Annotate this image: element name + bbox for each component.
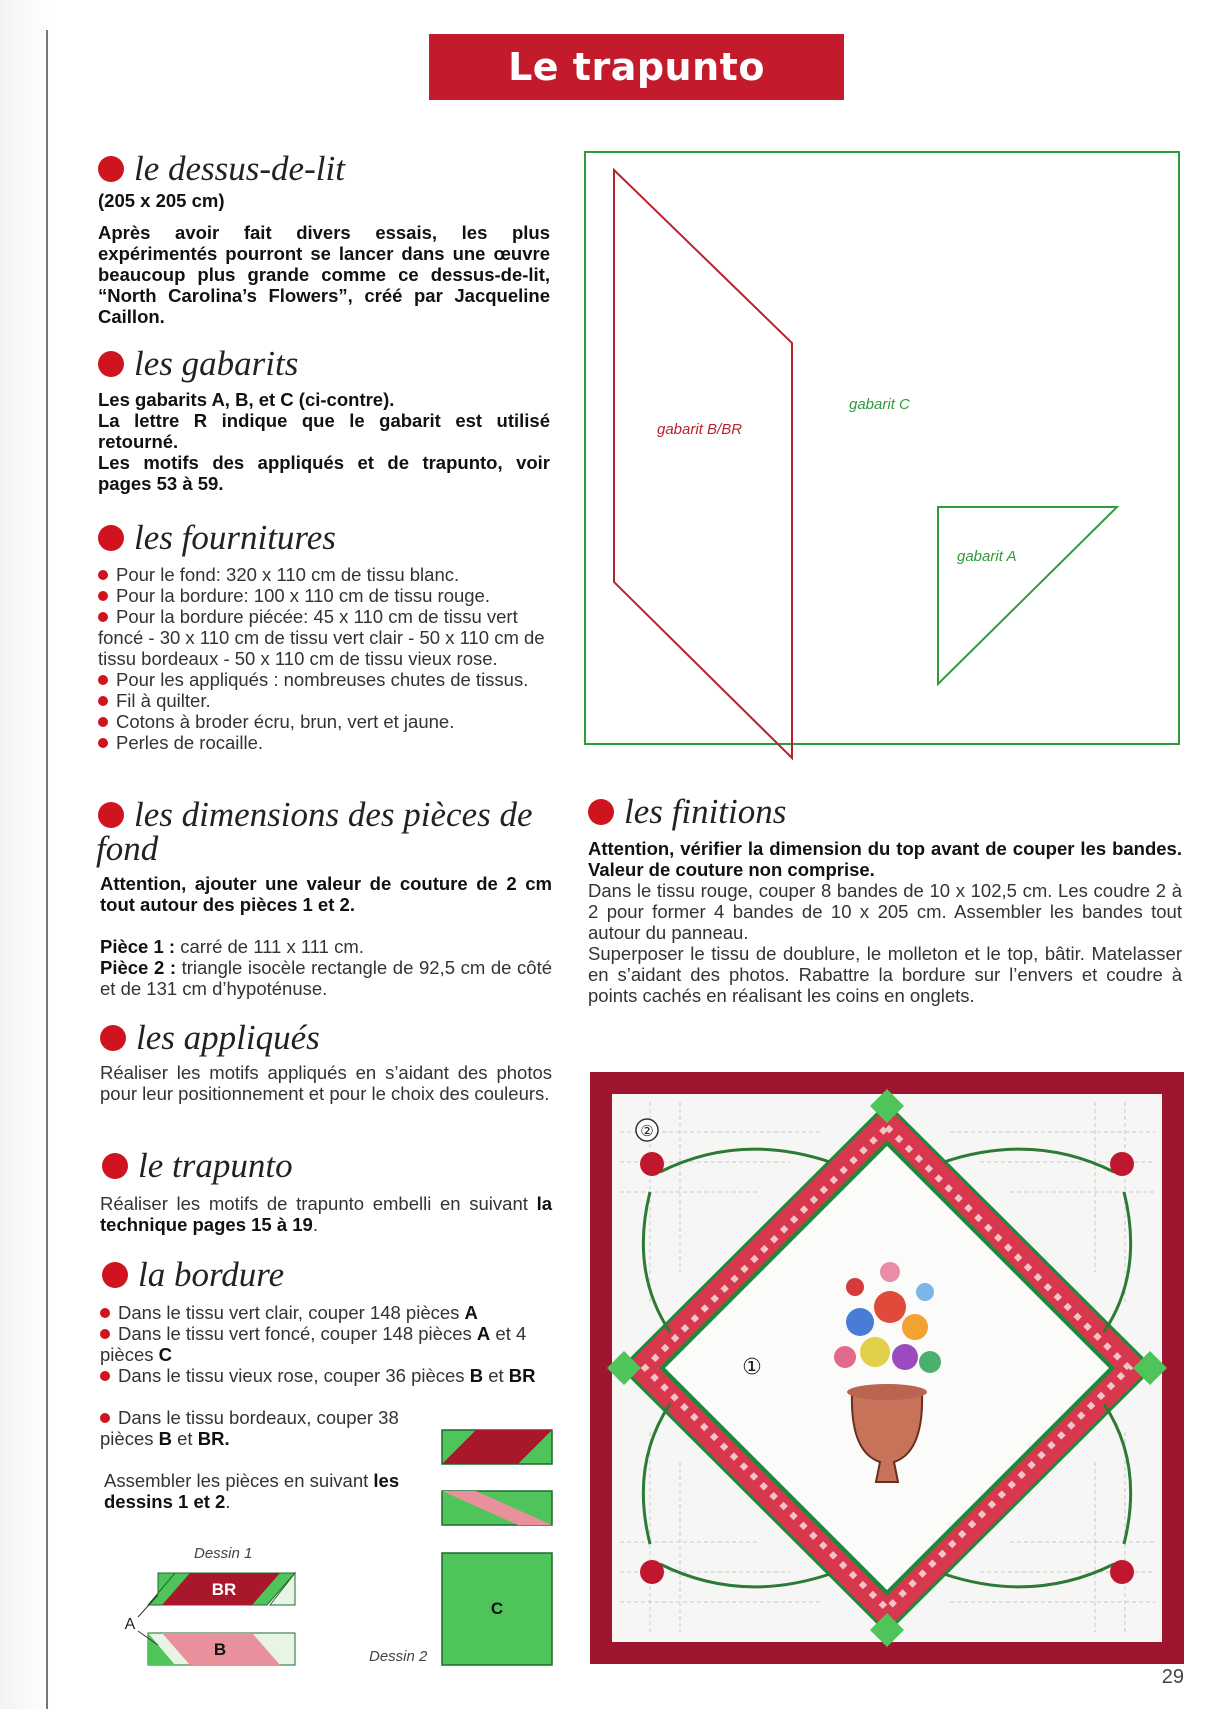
page-binding-shadow	[0, 0, 50, 1709]
gabarit-a-triangle	[938, 507, 1117, 684]
bullet-dot-icon	[588, 799, 614, 825]
bullet-dot-icon	[102, 1262, 128, 1288]
section-heading-gabarits	[98, 345, 298, 383]
dessus-text: Après avoir fait divers essais, les plus expérimentés pourront se lancer dans une œuvre beaucoup plus grande comme ce dessus-de-lit, “North Carolina’s Flowers”, créé par Jacqueline Caillon.	[98, 222, 550, 327]
item-bold: A	[476, 1323, 491, 1344]
label-gabarit-a: gabarit A	[957, 548, 1017, 565]
section-heading-fournitures	[98, 519, 336, 557]
section-heading-dessus	[98, 150, 345, 188]
item-text: et 4 pièces	[100, 1323, 527, 1365]
quilt-photo	[590, 1072, 1184, 1664]
section-heading-dimensions	[98, 796, 533, 834]
gabarits-text	[98, 389, 550, 494]
item-text: Dans le tissu vert clair, couper 148 pièces	[118, 1302, 460, 1323]
gabarits-line: La lettre R indique que le gabarit est utilisé retourné.	[98, 410, 550, 452]
piece1-text	[100, 936, 552, 957]
fournitures-list	[98, 564, 553, 753]
item-text: Dans le tissu vert foncé, couper 148 pièces	[118, 1323, 472, 1344]
finitions-warning: Attention, vérifier la dimension du top avant de couper les bandes. Valeur de couture non comprise.	[588, 838, 1182, 880]
list-item	[100, 1302, 555, 1323]
dessin2-diagram	[440, 1428, 556, 1668]
pointer-line	[138, 1595, 158, 1617]
quilt-marker-2: ②	[640, 1122, 654, 1140]
list-item	[100, 1323, 555, 1365]
bullet-dot-icon	[98, 525, 124, 551]
heading-text: les gabarits	[134, 344, 299, 383]
piece1-label: Pièce 1 :	[100, 936, 176, 957]
page-title: Le trapunto embelli	[429, 34, 844, 100]
item-bold: B	[469, 1365, 484, 1386]
trapunto-ref: la technique pages 15 à 19	[100, 1193, 553, 1235]
page-number: 29	[1161, 1666, 1184, 1688]
list-item: Pour le fond: 320 x 110 cm de tissu blanc.	[98, 564, 553, 585]
item-bold: A	[464, 1302, 478, 1323]
gabarits-line: Les motifs des appliqués et de trapunto, voir pages 53 à 59.	[98, 452, 550, 494]
label-b: B	[213, 1640, 227, 1659]
piece1-desc: carré de 111 x 111 cm.	[180, 936, 364, 957]
trapunto-end: .	[312, 1214, 318, 1235]
item-text: et	[488, 1365, 504, 1386]
list-item: Fil à quilter.	[98, 690, 553, 711]
bordure-list	[100, 1302, 555, 1386]
bullet-dot-icon	[98, 351, 124, 377]
item-text: Dans le tissu vieux rose, couper 36 pièces	[118, 1365, 465, 1386]
assemble-text	[104, 1470, 414, 1512]
list-item: Perles de rocaille.	[98, 732, 553, 753]
item-bold: BR	[508, 1365, 536, 1386]
dessin1-label: Dessin 1	[194, 1545, 253, 1562]
list-item: Cotons à broder écru, brun, vert et jaune.	[98, 711, 553, 732]
heading-text: les dimensions des pièces de	[134, 795, 533, 834]
list-item	[100, 1365, 555, 1386]
trapunto-text	[100, 1193, 552, 1235]
dessin2-label: Dessin 2	[369, 1648, 428, 1665]
item-bold: BR.	[197, 1428, 230, 1449]
quilt-marker-1: ①	[742, 1355, 762, 1380]
heading-text: les finitions	[624, 792, 787, 831]
bullet-dot-icon	[98, 156, 124, 182]
templates-diagram	[582, 150, 1182, 760]
label-a: A	[124, 1616, 136, 1633]
section-heading-dimensions-line2: fond	[96, 829, 159, 868]
list-item: Pour la bordure piécée: 45 x 110 cm de tissu vert foncé - 30 x 110 cm de tissu vert clair - 50 x 110 cm de tissu bordeaux - 50 x 110 cm de tissu vieux rose.	[98, 606, 553, 669]
gabarit-c-square	[585, 152, 1179, 744]
label-gabarit-bbr: gabarit B/BR	[657, 421, 743, 438]
item-bold: C	[158, 1344, 172, 1365]
section-heading-appliques	[100, 1019, 320, 1057]
label-br: BR	[211, 1580, 237, 1599]
heading-text: les appliqués	[136, 1018, 320, 1057]
bullet-dot-icon	[102, 1153, 128, 1179]
heading-text: le trapunto	[138, 1146, 293, 1185]
section-heading-trapunto	[102, 1147, 293, 1185]
finitions-text-2: Superposer le tissu de doublure, le molleton et le top, bâtir. Matelasser en s’aidant des photos. Rabattre la bordure sur l’envers et coudre à points cachés en réalisant les coins en onglets.	[588, 943, 1182, 1006]
finitions-text-1: Dans le tissu rouge, couper 8 bandes de 10 x 102,5 cm. Les coudre 2 à 2 pour former 4 bandes de 10 x 205 cm. Assembler les bandes tout autour du panneau.	[588, 880, 1182, 943]
item-text: et	[177, 1428, 193, 1449]
bullet-dot-icon	[98, 802, 124, 828]
list-item	[100, 1407, 420, 1449]
section-heading-bordure	[102, 1256, 284, 1294]
page-fold-line	[46, 30, 48, 1709]
section-heading-finitions	[588, 793, 786, 831]
dimensions-warning: Attention, ajouter une valeur de couture de 2 cm tout autour des pièces 1 et 2.	[100, 873, 552, 915]
label-c: C	[490, 1599, 504, 1618]
list-item: Pour la bordure: 100 x 110 cm de tissu rouge.	[98, 585, 553, 606]
assemble-desc: Assembler les pièces en suivant	[104, 1470, 369, 1491]
piece2-label: Pièce 2 :	[100, 957, 177, 978]
label-gabarit-c: gabarit C	[849, 396, 910, 413]
gabarits-line: Les gabarits A, B, et C (ci-contre).	[98, 389, 395, 410]
bordure-list-2	[100, 1407, 420, 1449]
bullet-dot-icon	[100, 1025, 126, 1051]
piece2-desc: triangle isocèle rectangle de 92,5 cm de côté et de 131 cm d’hypoténuse.	[100, 957, 553, 999]
item-text: Dans le tissu bordeaux, couper 38 pièces	[100, 1407, 399, 1449]
trapunto-desc: Réaliser les motifs de trapunto embelli en suivant	[100, 1193, 528, 1214]
piece2-text	[100, 957, 552, 999]
dessus-dims: (205 x 205 cm)	[98, 190, 225, 211]
assemble-ref: les dessins 1 et 2	[104, 1470, 400, 1512]
appliques-text: Réaliser les motifs appliqués en s’aidant des photos pour leur positionnement et pour le choix des couleurs.	[100, 1062, 552, 1104]
dessin1-diagram	[120, 1565, 300, 1675]
heading-text: les fournitures	[134, 518, 336, 557]
assemble-end: .	[225, 1491, 231, 1512]
heading-text: le dessus-de-lit	[134, 149, 345, 188]
list-item: Pour les appliqués : nombreuses chutes de tissus.	[98, 669, 553, 690]
gabarit-bbr-parallelogram	[614, 170, 792, 758]
item-bold: B	[158, 1428, 172, 1449]
heading-text: la bordure	[138, 1255, 285, 1294]
